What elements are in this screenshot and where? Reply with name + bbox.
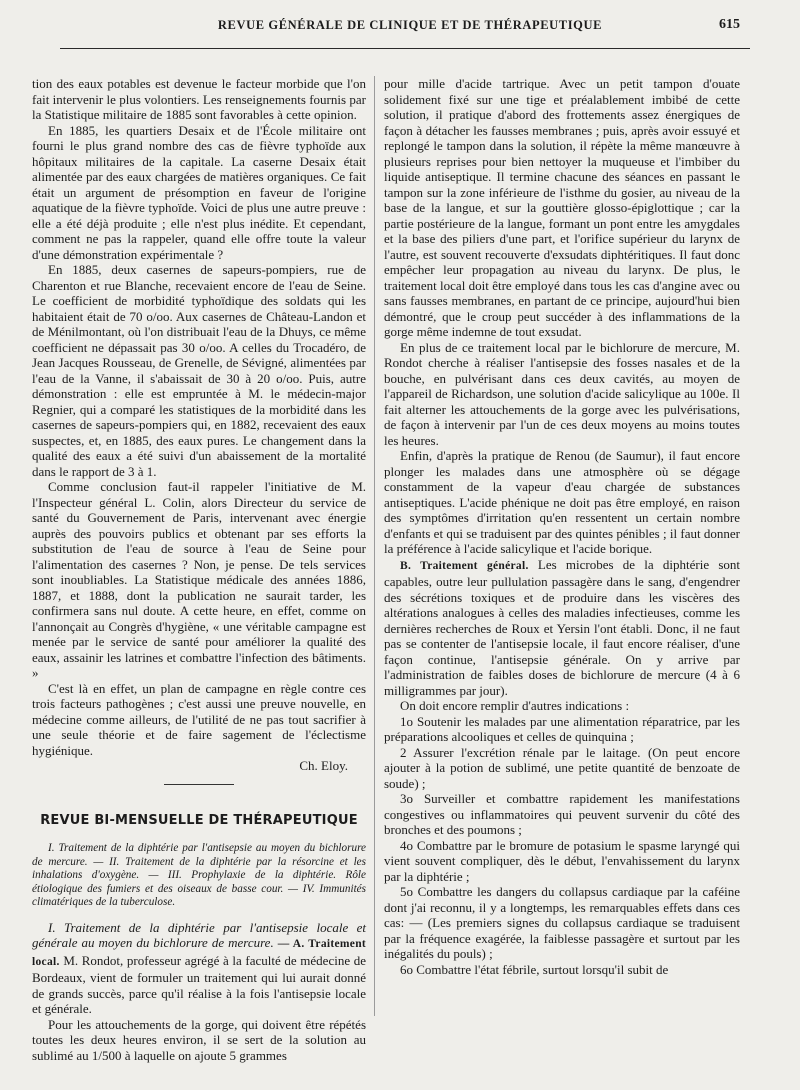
subsection-body: M. Rondot, professeur agrégé à la faculté de médecine de Bordeaux, vient de formuler un traitement qui lui aurait donné de grands succès, parce qu'il réalise à la fois l'antisepsie locale et générale. bbox=[32, 952, 366, 1016]
header-rule bbox=[60, 48, 750, 49]
paragraph: En plus de ce traitement local par le bichlorure de mercure, M. Rondot cherche à réaliser l'antisepsie des fosses nasales et de la bouche, en pulvérisant dans ces deux cavités, au moyen de l'appareil de Richardson, une solution d'acide salicylique au 100e. Il fait alterner les attouchements de la gorge avec les pulvérisations, de façon à intervenir par l'un de ces deux moyens au moins toutes les heures. bbox=[384, 339, 740, 448]
paragraph: On doit encore remplir d'autres indications : bbox=[400, 698, 630, 713]
paragraph: tion des eaux potables est devenue le facteur morbide que l'on fait intervenir le plus volontiers. Les renseignements fournis par la Statistique militaire de 1885 sont favorables à cette opinion. bbox=[32, 76, 366, 122]
subsection-label: B. Traitement général. bbox=[400, 559, 529, 572]
running-title: REVUE GÉNÉRALE DE CLINIQUE ET DE THÉRAPEUTIQUE bbox=[217, 18, 603, 32]
paragraph: C'est là en effet, un plan de campagne en règle contre ces trois facteurs pathogènes ; c'est aussi une preuve nouvelle, en médecine comme ailleurs, de l'utilité de ne pas tout sacrifier à une seule théorie et de faire sagement de l'éclectisme hygiénique. bbox=[32, 680, 366, 758]
list-item: 6o Combattre l'état fébrile, surtout lorsqu'il subit de bbox=[400, 961, 669, 977]
paragraph: Comme conclusion faut-il rappeler l'initiative de M. l'Inspecteur général L. Colin, alors Directeur du service de santé du Gouvernement de Paris, intervenant avec énergie auprès des pouvoirs publics et obtenant par ses efforts la substitution de l'eau de source à l'eau de Seine pour l'alimentation des casernes ? Non, je pense. De tels services sont inoubliables. La Statistique médicale des années 1886, 1887, et 1888, dont la publication ne saurait tarder, les confirmera sans nul doute. A cette heure, en effet, comme on l'annonçait au Congrès d'hygiène, « une véritable campagne est menée par le service de santé pour améliorer la qualité des eaux, assainir les latrines et combattre l'infection des bâtiments. » bbox=[32, 479, 366, 680]
paragraph: pour mille d'acide tartrique. Avec un petit tampon d'ouate solidement fixé sur une tige et préalablement imbibé de cette solution, il pratique d'abord des frottements assez énergiques de façon à détacher les fausses membranes ; puis, après avoir essuyé et replongé le tampon dans la solution, il répète la même manœuvre à plusieurs reprises pour bien nettoyer la muqueuse et l'imbiber du liquide antiseptique. Il termine chacune des séances en passant le tampon sur la zone inférieure de l'isthme du gosier, au niveau de la base de la langue, et sur la gouttière glosso-épiglottique ; car la partie postérieure de la langue, formant un pont entre les amygdales et la base des piliers d'une part, et l'orifice supérieur du larynx de l'autre, est souvent recouverte d'exsudats diphtéritiques. Il faut donc empêcher leur propagation au niveau du larynx. De plus, le traitement local doit être employé dans tous les cas d'angine avec ou sans fausses membranes, en partant de ce principe, aujourd'hui bien démontré, que le croup peut succéder à des inflammations de la gorge même indemne de tout exsudat. bbox=[384, 76, 740, 339]
page-header bbox=[60, 18, 750, 44]
subsection-body: Les microbes de la diphtérie sont capables, outre leur pullulation passagère dans le sang, d'engendrer des sécrétions toxiques et de produire dans les viscères des altérations analogues à celles des maladies infectieuses, comme les dernières recherches de Roux et Yersin l'ont établi. Donc, il ne faut pas se contenter de l'antisepsie locale, il faut encore réaliser, d'une façon continue, l'antisepsie générale. On y arrive par l'administration de faibles doses de bichlorure de mercure (4 à 6 milligrammes par jour). bbox=[384, 556, 740, 698]
left-column bbox=[32, 76, 366, 1063]
list-item: 3o Surveiller et combattre rapidement les manifestations congestives ou inflammatoires qui peuvent survenir du côté des bronches et des poumons ; bbox=[384, 791, 740, 837]
subsection-label: — A. Traitement local. bbox=[32, 938, 367, 968]
subsection-paragraph bbox=[384, 557, 740, 699]
signature: Ch. Eloy. bbox=[299, 758, 348, 773]
summary-text: I. Traitement de la diphtérie par l'antisepsie au moyen du bichlorure de mercure. — II. Traitement de la diphtérie par la résorcine et les inhalations d'oxygène. — III. Prophylaxie de la diphtérie. Rôle étiologique des fumiers et des oiseaux de basse cour. — IV. Immunités climatériques de la tuberculose. bbox=[32, 842, 366, 908]
paragraph: En 1885, les quartiers Desaix et de l'École militaire ont fourni le plus grand nombre des cas de fièvre typhoïde aux hôpitaux militaires de la capitale. La caserne Desaix était alimentée par des eaux chargées de matières organiques. Ce fait était un argument de présomption en faveur de l'origine aquatique de la fièvre typhoïde. Voici de plus une autre preuve : elle a été déjà produite ; elle n'est plus inédite. Et cependant, comment ne pas la rappeler, quand elle offre toute la valeur d'une démonstration expérimentale ? bbox=[32, 122, 366, 262]
right-column bbox=[384, 76, 740, 977]
page-number: 615 bbox=[719, 17, 740, 32]
section-title: REVUE BI-MENSUELLE DE THÉRAPEUTIQUE bbox=[40, 812, 358, 828]
paragraph: Enfin, d'après la pratique de Renou (de Saumur), il faut encore plonger les malades dans une atmosphère où se dégage constamment de la vapeur d'eau chargée de substances antiseptiques. L'acide phénique ne doit pas être employé, en raison des symptômes d'irritation qu'en ressentent un certain nombre d'enfants et qui se traduisent par des quintes pénibles ; il faut donner la préférence à l'acide salicylique et l'acide borique. bbox=[384, 448, 740, 556]
list-item: 4o Combattre par le bromure de potasium le spasme laryngé qui vient souvent compliquer, dès le début, l'envahissement du larynx par la diphtérie ; bbox=[384, 837, 740, 884]
section-summary bbox=[32, 842, 366, 910]
paragraph: Pour les attouchements de la gorge, qui doivent être répétés toutes les deux heures environ, il se sert de la solution au sublimé au 1/500 à laquelle on ajoute 5 grammes bbox=[32, 1016, 366, 1063]
list-item: 2 Assurer l'excrétion rénale par le laitage. (On peut encore ajouter à la potion de sublimé, une petite quantité de benzoate de soude) ; bbox=[384, 744, 740, 791]
paragraph: En 1885, deux casernes de sapeurs-pompiers, rue de Charenton et rue Blanche, recevaient encore de l'eau de Seine. Le coefficient de morbidité typhoïdique des soldats qui les habitaient était de 70 o/oo. Aux casernes de Château-Landon et de Ménilmontant, où l'on distribuait l'eau de la Dhuys, ce même coefficient ne dépassait pas 30 o/oo. A celles du Trocadéro, de Jean Jacques Rousseau, de Grenelle, de Sévigné, alimentées par l'eau de la Vanne, il s'abaissait de 30 à 20 o/oo. Puis, autre démonstration : elle est empruntée à M. le médecin-major Regnier, qui a comparé les statistiques de la morbidité dans les casernes de sapeurs-pompiers qui, en 1882, recevaient des eaux suspectes, et, en 1885, des eaux pures. Le changement dans la qualité des eaux a été suivi d'un abaissement de la mortalité dans le rapport de 3 à 1. bbox=[32, 262, 366, 479]
section-separator bbox=[164, 784, 234, 785]
column-divider bbox=[374, 76, 375, 1016]
list-item: 5o Combattre les dangers du collapsus cardiaque par la caféine dont j'ai reconnu, il y a longtemps, les remarquables effets dans ces cas: — (Les premiers signes du collapsus cardiaque se traduisent par la fréquence exagérée, la faiblesse passagère et surtout par les inégalités du pouls) ; bbox=[384, 884, 740, 961]
list-item: 1o Soutenir les malades par une alimentation réparatrice, par les préparations alcooliques et celles de quinquina ; bbox=[384, 713, 740, 744]
subsection-paragraph bbox=[32, 920, 366, 1017]
subsection-title: I. Traitement de la diphtérie par l'antisepsie locale et générale au moyen du bichlorure de mercure. bbox=[32, 919, 366, 950]
